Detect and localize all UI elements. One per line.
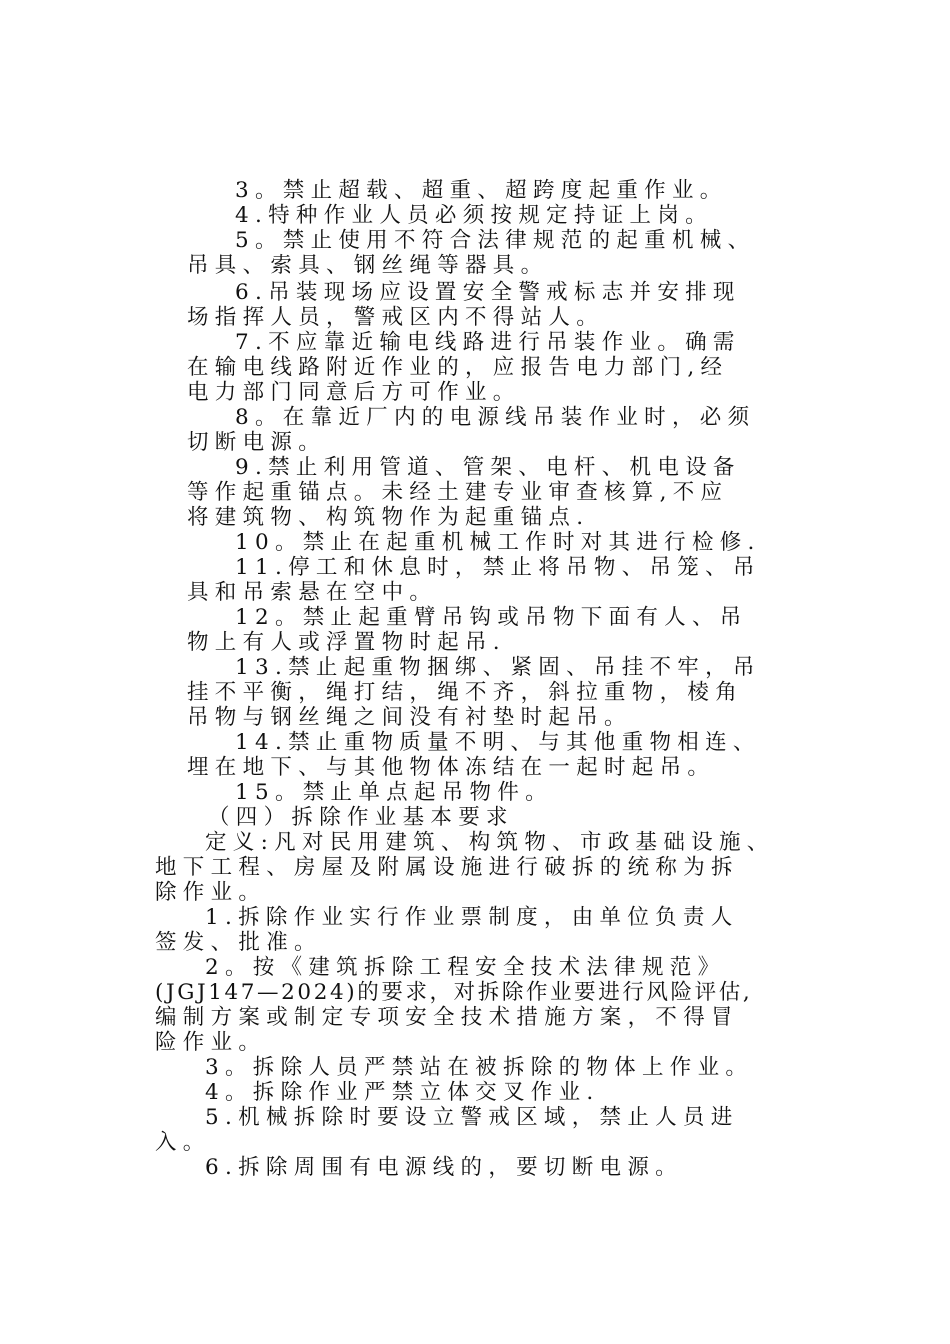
text-line: 3。拆除人员严禁站在被拆除的物体上作业。	[205, 1055, 754, 1080]
text-line: 6.拆除周围有电源线的，要切断电源。	[205, 1155, 683, 1180]
text-line: 10。禁止在起重机械工作时对其进行检修.	[235, 530, 761, 555]
text-line: 除作业。	[155, 880, 267, 905]
text-line: 具和吊索悬在空中。	[187, 580, 438, 605]
text-line: 4。拆除作业严禁立体交叉作业.	[205, 1080, 600, 1105]
text-line: 电力部门同意后方可作业。	[187, 380, 521, 405]
text-line: 在输电线路附近作业的，应报告电力部门,经	[187, 355, 729, 380]
text-line: 15。禁止单点起吊物件。	[235, 780, 553, 805]
text-line: 切断电源。	[187, 430, 327, 455]
text-line: 吊物与钢丝绳之间没有衬垫时起吊。	[187, 705, 632, 730]
text-line: 等作起重锚点。未经土建专业审查核算,不应	[187, 480, 729, 505]
text-line: 将建筑物、构筑物作为起重锚点.	[187, 505, 590, 530]
text-line: 地下工程、房屋及附属设施进行破拆的统称为拆	[155, 855, 739, 880]
text-line: 12。禁止起重臂吊钩或吊物下面有人、吊	[235, 605, 748, 630]
text-line: 3。禁止超载、超重、超跨度起重作业。	[235, 178, 728, 203]
section-heading: （四）拆除作业基本要求	[208, 805, 514, 830]
text-line: 场指挥人员，警戒区内不得站人。	[187, 305, 605, 330]
text-line: 11.停工和休息时，禁止将吊物、吊笼、吊	[235, 555, 761, 580]
text-line: 6.吊装现场应设置安全警戒标志并安排现	[235, 280, 741, 305]
text-line: 5。禁止使用不符合法律规范的起重机械、	[235, 228, 756, 253]
text-line: 物上有人或浮置物时起吊.	[187, 630, 506, 655]
text-line: 挂不平衡，绳打结，绳不齐，斜拉重物，棱角	[187, 680, 744, 705]
text-line: 吊具、索具、钢丝绳等器具。	[187, 253, 549, 278]
text-line: 2。按《建筑拆除工程安全技术法律规范》	[205, 955, 726, 980]
text-line: 签发、批准。	[155, 930, 322, 955]
text-line: 4.特种作业人员必须按规定持证上岗。	[235, 203, 713, 228]
text-line: 1.拆除作业实行作业票制度，由单位负责人	[205, 905, 739, 930]
text-line: 7.不应靠近输电线路进行吊装作业。确需	[235, 330, 741, 355]
text-line: 定义:凡对民用建筑、构筑物、市政基础设施、	[205, 830, 775, 855]
text-line: 9.禁止利用管道、管架、电杆、机电设备	[235, 455, 741, 480]
text-line: 入。	[155, 1130, 211, 1155]
text-line: 埋在地下、与其他物体冻结在一起时起吊。	[187, 755, 716, 780]
text-line: 8。在靠近厂内的电源线吊装作业时，必须	[235, 405, 756, 430]
text-line: 险作业。	[155, 1030, 267, 1055]
text-line: (JGJ147—2024)的要求，对拆除作业要进行风险评估,	[155, 980, 753, 1005]
text-line: 14.禁止重物质量不明、与其他重物相连、	[235, 730, 761, 755]
text-line: 编制方案或制定专项安全技术措施方案，不得冒	[155, 1005, 739, 1030]
text-line: 13.禁止起重物捆绑、紧固、吊挂不牢，吊	[235, 655, 761, 680]
text-line: 5.机械拆除时要设立警戒区域，禁止人员进	[205, 1105, 739, 1130]
